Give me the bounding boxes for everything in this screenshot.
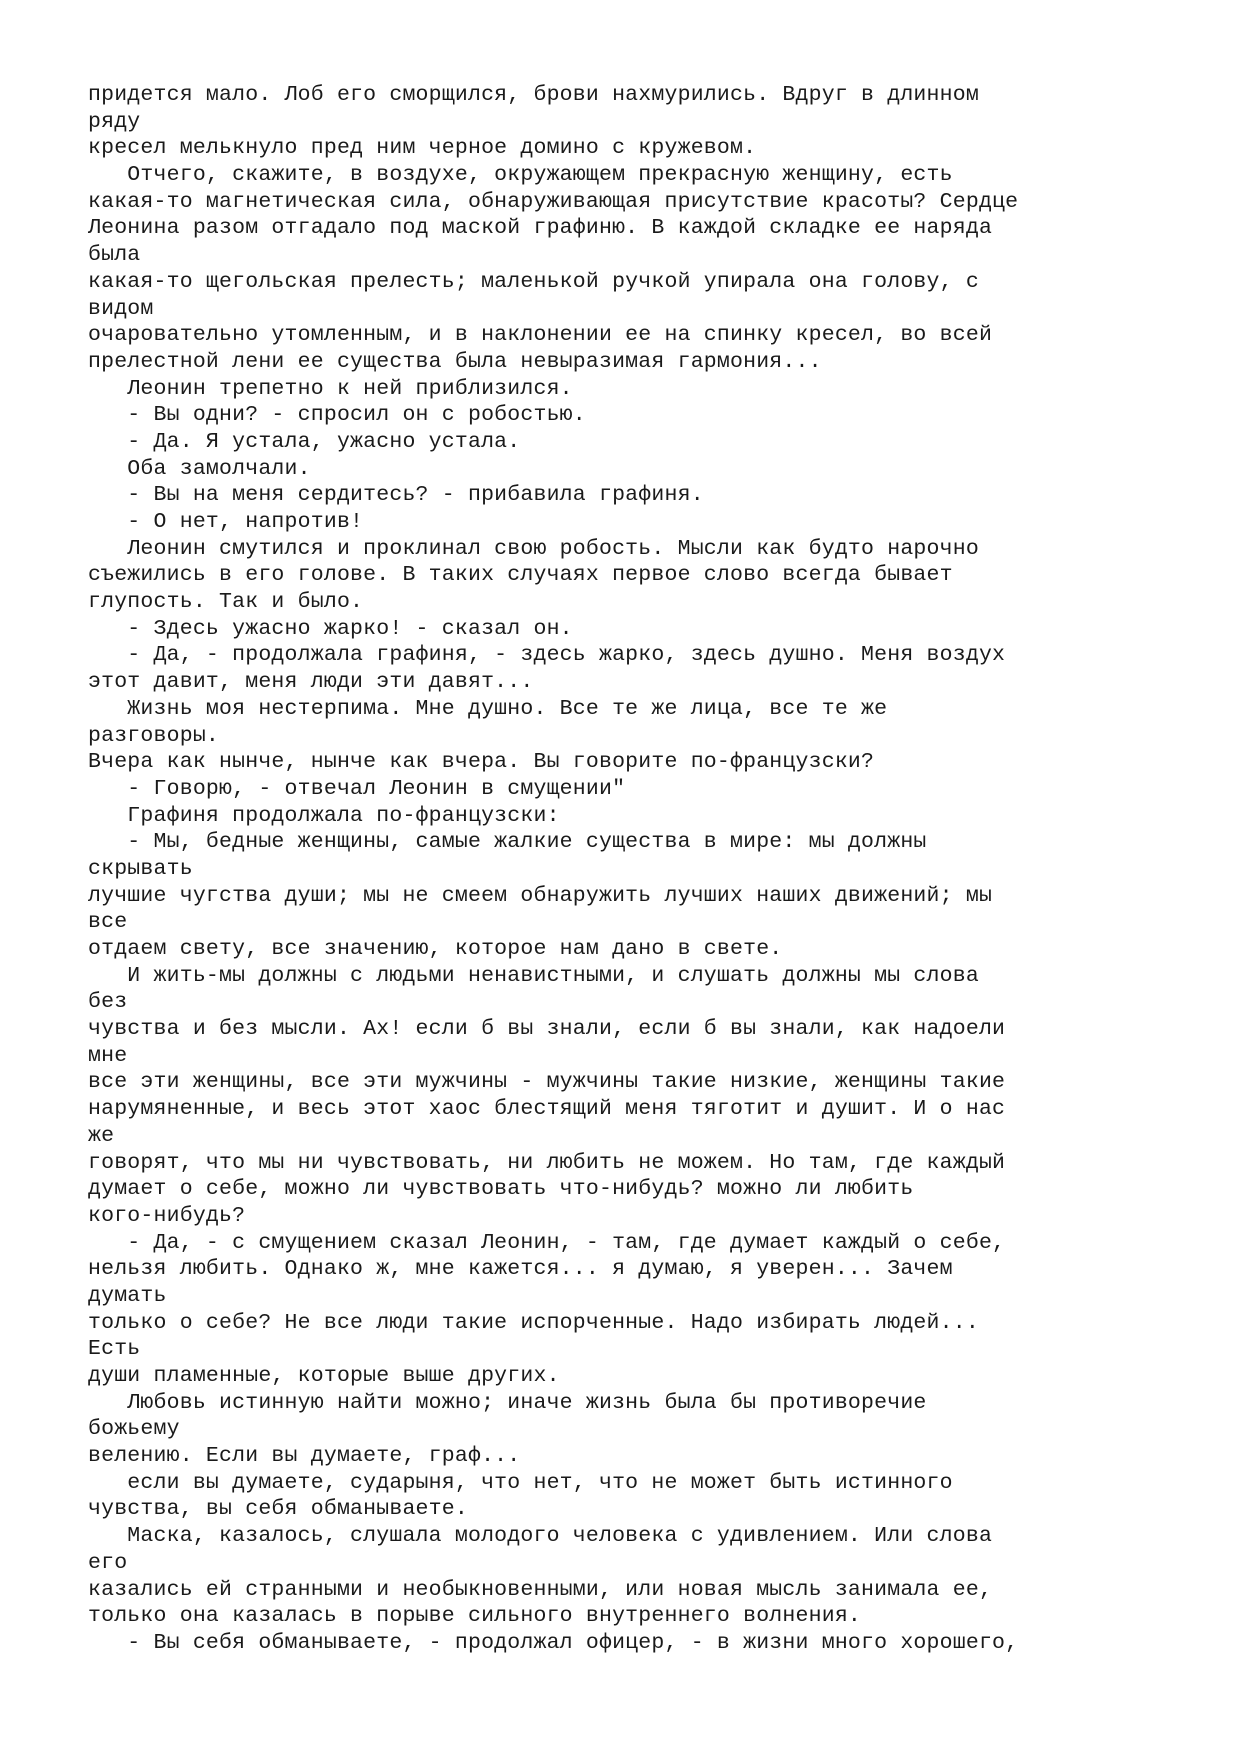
text-line: Любовь истинную найти можно; иначе жизнь была бы противоречие bbox=[88, 1390, 927, 1415]
text-line: - Говорю, - отвечал Леонин в смущении" bbox=[88, 776, 626, 801]
text-line: нельзя любить. Однако ж, мне кажется... я думаю, я уверен... Зачем bbox=[88, 1257, 953, 1282]
text-line: - Мы, бедные женщины, самые жалкие существа в мире: мы должны bbox=[88, 830, 927, 855]
text-line: какая-то щегольская прелесть; маленькой ручкой упирала она голову, с bbox=[88, 269, 979, 294]
text-line: отдаем свету, все значению, которое нам дано в свете. bbox=[88, 937, 783, 961]
text-line: его bbox=[88, 1550, 128, 1575]
text-line: - Да, - продолжала графиня, - здесь жарко, здесь душно. Меня воздух bbox=[88, 643, 1006, 668]
text-line: Леонина разом отгадало под маской графиню. В каждой складке ее наряда bbox=[88, 216, 993, 241]
text-line: придется мало. Лоб его сморщился, брови нахмурились. Вдруг в длинном bbox=[88, 83, 979, 107]
text-line: - О нет, напротив! bbox=[88, 510, 364, 534]
text-body bbox=[88, 82, 1188, 1657]
text-line: - Да. Я устала, ужасно устала. bbox=[88, 429, 521, 454]
text-line: - Вы одни? - спросил он с робостью. bbox=[88, 403, 586, 428]
text-line: Есть bbox=[88, 1337, 141, 1362]
text-line: Леонин трепетно к ней приблизился. bbox=[88, 376, 573, 401]
text-line: думать bbox=[88, 1283, 167, 1308]
text-line: - Вы себя обманываете, - продолжал офицер, - в жизни много хорошего, bbox=[88, 1630, 1019, 1655]
text-line: кресел мелькнуло пред ним черное домино с кружевом. bbox=[88, 136, 757, 161]
text-line: Жизнь моя нестерпима. Мне душно. Все те же лица, все те же bbox=[88, 696, 888, 721]
text-line: чувства и без мысли. Ах! если б вы знали, если б вы знали, как надоели bbox=[88, 1017, 1006, 1042]
text-line: без bbox=[88, 990, 128, 1015]
text-line: скрывать bbox=[88, 856, 193, 881]
text-line: прелестной лени ее существа была невыразимая гармония... bbox=[88, 349, 822, 374]
text-line: Вчера как нынче, нынче как вчера. Вы говорите по-французски? bbox=[88, 750, 875, 775]
text-line: видом bbox=[88, 296, 154, 321]
text-line: Леонин смутился и проклинал свою робость. Мысли как будто нарочно bbox=[88, 536, 979, 561]
text-line: съежились в его голове. В таких случаях первое слово всегда бывает bbox=[88, 563, 953, 588]
text-line: - Здесь ужасно жарко! - сказал он. bbox=[88, 616, 573, 641]
text-line: Отчего, скажите, в воздухе, окружающем прекрасную женщину, есть bbox=[88, 163, 953, 188]
text-line: только она казалась в порыве сильного внутреннего волнения. bbox=[88, 1604, 862, 1629]
text-line: Оба замолчали. bbox=[88, 456, 311, 481]
text-line: же bbox=[88, 1123, 115, 1148]
text-line: разговоры. bbox=[88, 723, 220, 748]
text-line: какая-то магнетическая сила, обнаруживающая присутствие красоты? Сердце bbox=[88, 189, 1019, 214]
text-line: кого-нибудь? bbox=[88, 1203, 246, 1228]
text-line: если вы думаете, сударыня, что нет, что не может быть истинного bbox=[88, 1470, 953, 1495]
text-line: очаровательно утомленным, и в наклонении ее на спинку кресел, во всей bbox=[88, 323, 993, 348]
text-line: И жить-мы должны с людьми ненавистными, и слушать должны мы слова bbox=[88, 963, 979, 988]
text-line: только о себе? Не все люди такие испорченные. Надо избирать людей... bbox=[88, 1310, 979, 1335]
text-line: думает о себе, можно ли чувствовать что-нибудь? можно ли любить bbox=[88, 1177, 914, 1202]
text-line: ряду bbox=[88, 109, 141, 134]
text-line: глупость. Так и было. bbox=[88, 590, 364, 615]
text-line: - Вы на меня сердитесь? - прибавила графиня. bbox=[88, 483, 704, 508]
text-line: все эти женщины, все эти мужчины - мужчины такие низкие, женщины такие bbox=[88, 1070, 1006, 1095]
text-line: говорят, что мы ни чувствовать, ни любить не можем. Но там, где каждый bbox=[88, 1150, 1006, 1175]
text-line: нарумяненные, и весь этот хаос блестящий меня тяготит и душит. И о нас bbox=[88, 1097, 1006, 1122]
text-line: божьему bbox=[88, 1417, 180, 1442]
text-line: Графиня продолжала по-французски: bbox=[88, 803, 560, 828]
text-line: Маска, казалось, слушала молодого человека с удивлением. Или слова bbox=[88, 1524, 993, 1549]
text-line: лучшие чугства души; мы не смеем обнаружить лучших наших движений; мы bbox=[88, 883, 993, 908]
text-line: этот давит, меня люди эти давят... bbox=[88, 670, 534, 695]
text-line: мне bbox=[88, 1043, 128, 1068]
text-line: велению. Если вы думаете, граф... bbox=[88, 1444, 521, 1469]
text-line: все bbox=[88, 910, 128, 935]
text-line: чувства, вы себя обманываете. bbox=[88, 1497, 468, 1522]
text-line: души пламенные, которые выше других. bbox=[88, 1364, 560, 1388]
text-line: - Да, - с смущением сказал Леонин, - там, где думает каждый о себе, bbox=[88, 1230, 1006, 1255]
text-line: была bbox=[88, 243, 141, 268]
text-line: казались ей странными и необыкновенными, или новая мысль занимала ее, bbox=[88, 1577, 993, 1602]
